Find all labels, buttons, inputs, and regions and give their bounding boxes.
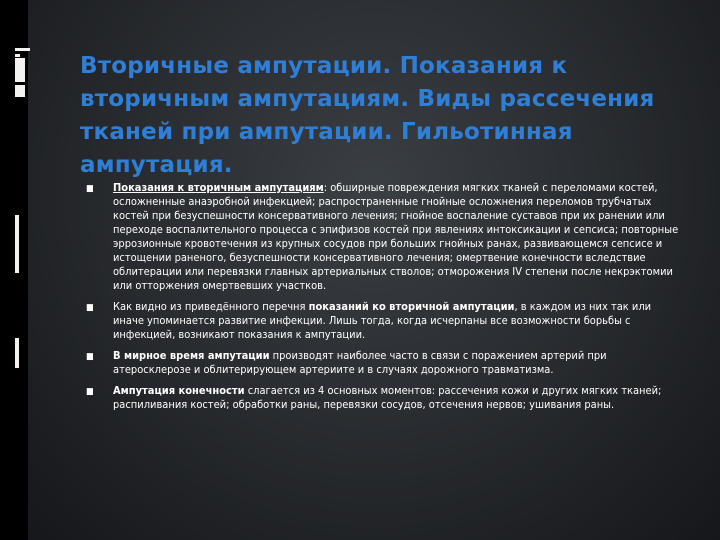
- item-text: : обширные повреждения мягких тканей с переломами костей, осложненные анаэробной инфекцией; распространенные гнойные осложнения переломов трубчатых костей при безуспешности консервативного лечения; гнойное воспаление суставов при их ранении или переходе воспалительного процесса с эпифизов костей при явлениях интоксикации и сепсиса; повторные эррозионные кровотечения из крупных сосудов при больших гнойных ранах, развивающемся сепсисе и истощении раненого, безуспешности консервативного лечения; омертвение конечности вследствие облитерации или перевязки главных артериальных стволов; отморожения IV степени после некрэктомии или отторжения омертвевших участков.: [113, 181, 679, 292]
- list-item: [86, 349, 682, 377]
- slide-title: Вторичные ампутации. Показания к вторичным ампутациям. Виды рассечения тканей при ампутации. Гильотинная ампутация.: [80, 53, 655, 178]
- item-lead: Показания к вторичным ампутациям: [113, 181, 324, 194]
- item-text-post: производят наиболее часто в связи с поражением артерий при атеросклерозе и облитерирующем артериите и в случаях дорожного травматизма.: [113, 349, 607, 376]
- bullet-list: [86, 181, 682, 419]
- square-bullet-icon: ■: [86, 184, 94, 194]
- square-bullet-icon: ■: [86, 352, 94, 362]
- list-item: [86, 300, 682, 342]
- square-bullet-icon: ■: [86, 387, 94, 397]
- square-bullet-icon: ■: [86, 303, 94, 313]
- item-text-pre: Как видно из приведённого перечня: [113, 300, 309, 313]
- item-bold: показаний ко вторичной ампутации: [308, 300, 515, 313]
- decorative-bars: [0, 0, 40, 540]
- item-text-post: слагается из 4 основных моментов: рассечения кожи и других мягких тканей; распиливания костей; обработки раны, перевязки сосудов, отсечения нервов; ушивания раны.: [113, 384, 662, 411]
- item-bold: Ампутация конечности: [113, 384, 245, 397]
- item-bold: В мирное время ампутации: [113, 349, 270, 362]
- item-text-post: , в каждом из них так или иначе упоминается развитие инфекции. Лишь тогда, когда исчерпаны все возможности борьбы с инфекцией, возникают показания к ампутации.: [113, 300, 652, 341]
- list-item: [86, 384, 682, 412]
- list-item: [86, 181, 682, 293]
